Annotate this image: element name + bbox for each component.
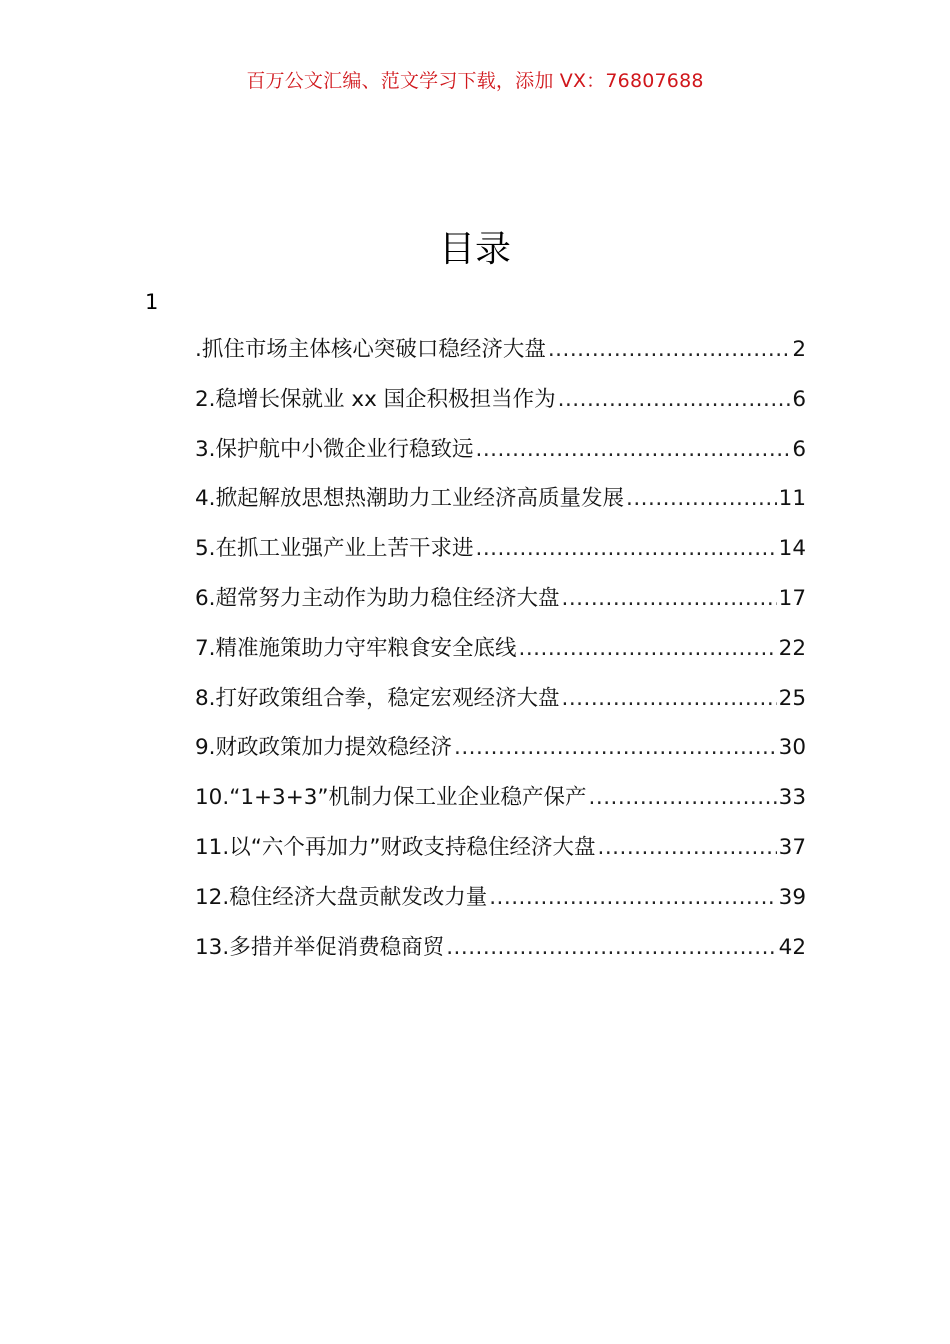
toc-entry[interactable] [195, 881, 806, 931]
toc-page-number: 39 [778, 884, 806, 910]
toc-entry[interactable] [195, 931, 806, 981]
toc-entry-title: 8.打好政策组合拳，稳定宏观经济大盘 [195, 685, 560, 711]
toc-entry[interactable] [195, 831, 806, 881]
toc-entry[interactable] [195, 532, 806, 582]
toc-entry-title: 2.稳增长保就业 xx 国企积极担当作为 [195, 386, 556, 412]
toc-entry-title: 4.掀起解放思想热潮助力工业经济高质量发展 [195, 486, 625, 512]
toc-entry[interactable] [195, 632, 806, 682]
toc-page-number: 14 [778, 536, 806, 562]
toc-dot-leader [562, 682, 777, 716]
toc-page-number: 17 [778, 585, 806, 611]
toc-page-number: 6 [792, 386, 806, 412]
toc-dot-leader [454, 731, 777, 765]
toc-entry[interactable] [195, 383, 806, 433]
toc-page-number: 11 [778, 486, 806, 512]
toc-title: 目录 [438, 229, 511, 270]
toc-entry[interactable] [195, 731, 806, 781]
toc-page-number: 33 [778, 785, 806, 811]
toc-dot-leader [589, 781, 777, 815]
toc-entry[interactable] [195, 333, 806, 383]
toc-dot-leader [558, 383, 791, 417]
toc-dot-leader [476, 433, 791, 467]
toc-entry[interactable] [195, 433, 806, 483]
toc-page-number: 30 [778, 735, 806, 761]
toc-dot-leader [548, 333, 790, 367]
toc-dot-leader [562, 582, 777, 616]
toc-entry-title: 10.“1+3+3”机制力保工业企业稳产保产 [195, 785, 587, 811]
toc-entry-title: 9.财政政策加力提效稳经济 [195, 735, 453, 761]
toc-dot-leader [489, 881, 776, 915]
toc-page-number: 6 [792, 436, 806, 462]
toc-entry-title: 7.精准施策助力守牢粮食安全底线 [195, 635, 517, 661]
toc-page-number: 37 [778, 834, 806, 860]
toc-dot-leader [597, 831, 776, 865]
toc-page-number: 42 [778, 934, 806, 960]
toc-entry[interactable] [195, 781, 806, 831]
toc-entry-title: 11.以“六个再加力”财政支持稳住经济大盘 [195, 834, 596, 860]
toc-page-number: 22 [778, 635, 806, 661]
toc-dot-leader [519, 632, 777, 666]
table-of-contents [195, 333, 806, 980]
toc-entry-title: 5.在抓工业强产业上苦干求进 [195, 536, 474, 562]
toc-entry[interactable] [195, 582, 806, 632]
toc-entry-title: 6.超常努力主动作为助力稳住经济大盘 [195, 585, 560, 611]
toc-page-number: 2 [792, 337, 806, 362]
toc-dot-leader [476, 532, 777, 566]
toc-page-number: 25 [778, 685, 806, 711]
toc-entry-title: 12.稳住经济大盘贡献发改力量 [195, 884, 488, 910]
section-number: 1 [145, 290, 159, 314]
toc-entry-title: .抓住市场主体核心突破口稳经济大盘 [195, 337, 546, 362]
toc-entry-title: 13.多措并举促消费稳商贸 [195, 934, 445, 960]
header-watermark-note: 百万公文汇编、范文学习下载，添加 VX：76807688 [246, 70, 704, 92]
toc-dot-leader [626, 482, 777, 516]
toc-entry-title: 3.保护航中小微企业行稳致远 [195, 436, 474, 462]
toc-entry[interactable] [195, 482, 806, 532]
toc-dot-leader [446, 931, 776, 965]
toc-entry[interactable] [195, 682, 806, 732]
